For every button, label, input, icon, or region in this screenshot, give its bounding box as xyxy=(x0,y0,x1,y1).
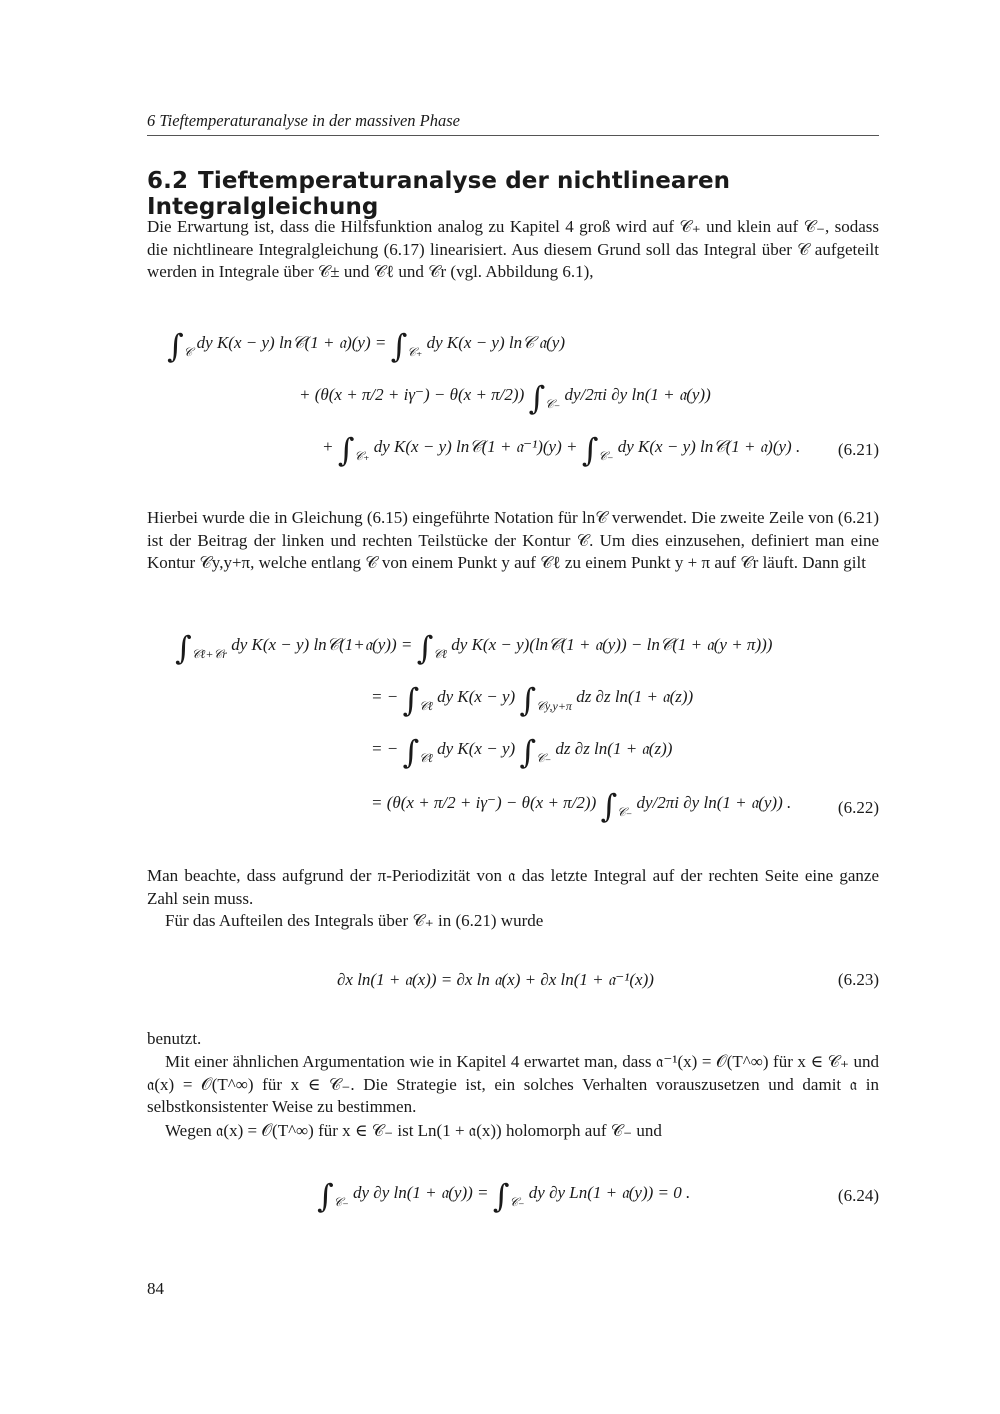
paragraph-holomorphic: Wegen 𝔞(x) = 𝒪(T^∞) für x ∈ 𝒞₋ ist Ln(1 + 𝔞(x)) holomorph auf 𝒞₋ und xyxy=(165,1121,662,1140)
eq-term: dz ∂z ln(1 + 𝔞(z)) xyxy=(555,739,673,758)
integral-sign: ∫ xyxy=(167,327,184,365)
eq-term: dy K(x − y) ln𝒞(1+𝔞(y)) = xyxy=(231,635,417,654)
equation-number: (6.21) xyxy=(837,440,879,459)
eq-term: dy K(x − y) xyxy=(437,687,520,706)
eq-term: dy/2πi ∂y ln(1 + 𝔞(y)) . xyxy=(636,793,792,812)
integral-subscript: 𝒞₋ xyxy=(333,1195,349,1209)
integral-subscript: 𝒞ℓ xyxy=(419,699,433,713)
eq-term: dy/2πi ∂y ln(1 + 𝔞(y)) xyxy=(564,385,711,404)
paragraph-splitting: Für das Aufteilen des Integrals über 𝒞₊ in (6.21) wurde xyxy=(165,911,544,930)
integral-sign: ∫ xyxy=(175,629,192,667)
integral-sign: ∫ xyxy=(337,431,355,469)
integral-sign: ∫ xyxy=(600,787,618,825)
integral-subscript: 𝒞₋ xyxy=(598,449,614,463)
eq-6-22-line-4 xyxy=(371,787,792,825)
eq-term: dy ∂y Ln(1 + 𝔞(y)) = 0 . xyxy=(528,1183,691,1202)
integral-subscript: 𝒞₋ xyxy=(536,751,552,765)
section-title xyxy=(147,168,879,220)
integral-sign: ∫ xyxy=(492,1177,510,1215)
integral-sign: ∫ xyxy=(402,681,420,719)
integral-subscript: 𝒞 xyxy=(183,345,193,359)
paragraph-used: benutzt. xyxy=(147,1029,202,1048)
running-head: 6 Tieftemperaturanalyse in der massiven Phase xyxy=(147,111,879,136)
eq-term: dy K(x − y) ln𝒞(1 + 𝔞)(y) . xyxy=(617,437,801,456)
eq-term: + (θ(x + π/2 + iγ⁻) − θ(x + π/2)) xyxy=(299,385,529,404)
eq-term: dy K(x − y)(ln𝒞(1 + 𝔞(y)) − ln𝒞(1 + 𝔞(y + π))) xyxy=(451,635,773,654)
integral-subscript: 𝒞ℓ+𝒞r xyxy=(191,647,227,661)
page xyxy=(147,0,879,1414)
eq-term: = (θ(x + π/2 + iγ⁻) − θ(x + π/2)) xyxy=(371,793,601,812)
section-number: 6.2 xyxy=(147,168,189,194)
eq-term: + xyxy=(322,437,338,456)
equation-6-23 xyxy=(147,970,879,1000)
equation-6-24 xyxy=(147,1177,879,1220)
paragraph-periodicity: Man beachte, dass aufgrund der π-Periodizität von 𝔞 das letzte Integral auf der rechten Seite eine ganze Zahl sein muss. xyxy=(147,866,879,908)
integral-subscript: 𝒞ℓ xyxy=(433,647,448,661)
equation-6-22 xyxy=(147,629,879,842)
eq-term: = − xyxy=(371,687,403,706)
eq-term: dz ∂z ln(1 + 𝔞(z)) xyxy=(576,687,694,706)
integral-subscript: 𝒞₊ xyxy=(354,449,370,463)
integral-sign: ∫ xyxy=(317,1177,334,1215)
eq-term: dy K(x − y) ln𝒞(1 + 𝔞)(y) = xyxy=(196,333,391,352)
integral-subscript: 𝒞₋ xyxy=(617,805,633,819)
equation-number: (6.23) xyxy=(837,970,879,989)
eq-6-22-line-2 xyxy=(371,681,694,719)
eq-term: dy K(x − y) ln𝒞 𝔞(y) xyxy=(426,333,566,352)
eq-term: dy ∂y ln(1 + 𝔞(y)) = xyxy=(353,1183,493,1202)
eq-6-23-line: ∂x ln(1 + 𝔞(x)) = ∂x ln 𝔞(x) + ∂x ln(1 + 𝔞⁻¹(x)) xyxy=(337,970,654,989)
paragraph-intro: Die Erwartung ist, dass die Hilfsfunktion analog zu Kapitel 4 groß wird auf 𝒞₊ und klein auf 𝒞₋, sodass die nichtlineare Integralgleichung (6.17) linearisiert. Aus diesem Grund soll das Integral über 𝒞 aufgeteilt werden in Integrale über 𝒞± und 𝒞ℓ und 𝒞r (vgl. Abbildung 6.1), xyxy=(147,217,879,281)
paragraph-argument: Mit einer ähnlichen Argumentation wie in Kapitel 4 erwartet man, dass 𝔞⁻¹(x) = 𝒪(T^∞) für x ∈ 𝒞₊ und 𝔞(x) = 𝒪(T^∞) für x ∈ 𝒞₋. Die Strategie ist, ein solches Verhalten vorauszusetzen und damit 𝔞 in selbstkonsistenter Weise zu bestimmen. xyxy=(147,1052,879,1116)
integral-sign: ∫ xyxy=(519,733,537,771)
page-number: 84 xyxy=(147,1279,164,1298)
eq-term: = − xyxy=(371,739,403,758)
eq-term: dy K(x − y) xyxy=(437,739,520,758)
integral-subscript: 𝒞₊ xyxy=(407,345,423,359)
eq-6-22-line-3 xyxy=(371,733,673,771)
equation-6-21 xyxy=(147,327,879,480)
integral-sign: ∫ xyxy=(416,629,434,667)
integral-sign: ∫ xyxy=(581,431,599,469)
eq-6-22-line-1 xyxy=(175,629,773,667)
integral-sign: ∫ xyxy=(528,379,546,417)
eq-6-21-line-1 xyxy=(167,327,566,365)
integral-subscript: 𝒞y,y+π xyxy=(536,699,572,713)
eq-6-21-line-2 xyxy=(299,379,711,417)
integral-sign: ∫ xyxy=(402,733,420,771)
equation-number: (6.24) xyxy=(837,1186,879,1205)
section-title-text: Tieftemperaturanalyse der nichtlinearen Integralgleichung xyxy=(147,168,731,220)
integral-subscript: 𝒞ℓ xyxy=(419,751,433,765)
eq-6-21-line-3 xyxy=(322,431,801,469)
paragraph-notation: Hierbei wurde die in Gleichung (6.15) eingeführte Notation für ln𝒞 verwendet. Die zweite Zeile von (6.21) ist der Beitrag der linken und rechten Teilstücke der Kontur 𝒞. Um dies einzusehen, definiert man eine Kontur 𝒞y,y+π, welche entlang 𝒞 von einem Punkt y auf 𝒞ℓ zu einem Punkt y + π auf 𝒞r läuft. Dann gilt xyxy=(147,508,879,572)
eq-6-24-line xyxy=(317,1177,691,1215)
equation-number: (6.22) xyxy=(837,798,879,817)
integral-sign: ∫ xyxy=(390,327,408,365)
integral-subscript: 𝒞₋ xyxy=(545,397,561,411)
eq-term: dy K(x − y) ln𝒞(1 + 𝔞⁻¹)(y) + xyxy=(373,437,582,456)
integral-sign: ∫ xyxy=(519,681,537,719)
integral-subscript: 𝒞₋ xyxy=(509,1195,525,1209)
